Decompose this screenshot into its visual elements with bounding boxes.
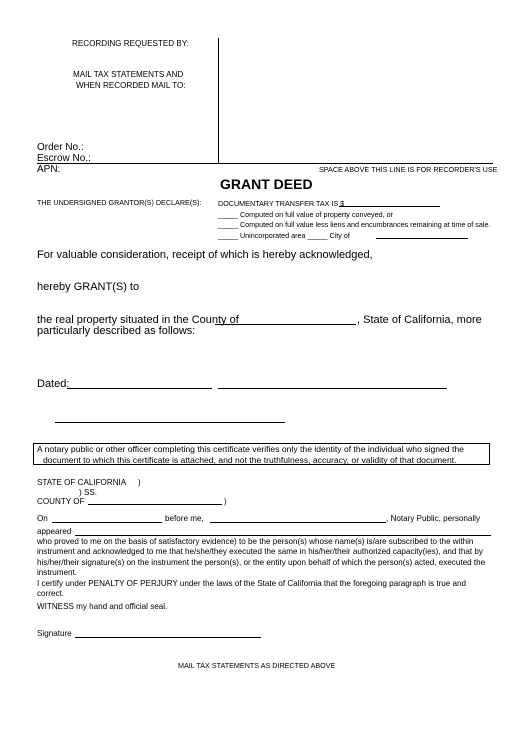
perjury-paragraph: I certify under PENALTY OF PERJURY under the laws of the State of California that the foregoing paragraph is true and correct. [37, 579, 467, 599]
notary-notice-box [33, 443, 490, 465]
dated-label: Dated: [37, 378, 70, 390]
notary-signature-line[interactable] [75, 637, 261, 638]
notary-notice-line2: document to which this certificate is attached, and not the truthfulness, accuracy, or validity of that document. [43, 454, 457, 465]
transfer-tax-option-less-liens: _____ Computed on full value less liens and encumbrances remaining at time of sale. [218, 220, 491, 229]
signature-label: Signature [37, 629, 72, 638]
transfer-tax-label: DOCUMENTARY TRANSFER TAX IS $ [218, 199, 345, 208]
mail-tax-label-line1: MAIL TAX STATEMENTS AND [73, 70, 184, 79]
recorder-use-note: SPACE ABOVE THIS LINE IS FOR RECORDER'S USE [319, 165, 498, 174]
state-paren: ) [138, 478, 141, 487]
appeared-line[interactable] [75, 535, 491, 536]
order-no-label: Order No.: [37, 142, 84, 153]
grantor-declare-label: THE UNDERSIGNED GRANTOR(S) DECLARE(S): [37, 198, 202, 207]
mail-tax-label-line2: WHEN RECORDED MAIL TO: [76, 81, 186, 90]
notary-name-line[interactable] [210, 522, 386, 523]
recording-requested-by-label: RECORDING REQUESTED BY: [72, 39, 189, 48]
on-label: On [37, 514, 48, 523]
notary-county-line[interactable] [88, 504, 222, 505]
grantor-signature-line-1[interactable] [218, 388, 447, 389]
notary-public-label: , Notary Public, personally [386, 514, 481, 523]
notary-date-line[interactable] [52, 522, 162, 523]
apn-label: APN: [37, 164, 61, 175]
escrow-no-label: Escrow No.: [37, 153, 91, 164]
transfer-tax-option-full-value: _____ Computed on full value of property conveyed, or [218, 210, 394, 219]
county-paren: ) [224, 497, 227, 506]
property-description-text: particularly described as follows: [37, 325, 196, 337]
county-line[interactable] [215, 324, 356, 325]
appeared-label: appeared [37, 527, 72, 536]
county-of-label: COUNTY OF [37, 497, 85, 506]
before-me-label: before me, [165, 514, 204, 523]
recorder-line [37, 163, 493, 164]
consideration-text: For valuable consideration, receipt of which is hereby acknowledged, [37, 249, 373, 261]
transfer-tax-amount-line[interactable] [339, 206, 440, 207]
grantor-signature-line-2[interactable] [55, 422, 285, 423]
property-county-post: , State of California, more [357, 314, 482, 326]
ss-label: ) SS. [79, 488, 97, 497]
proved-paragraph: who proved to me on the basis of satisfactory evidence) to be the person(s) whose name(s) is/are subscribed to the within instrument and acknowledged to me that he/she/they executed the same in his/her/their authorized capacity(ies), and that by his/her/their signature(s) on the instrument the person(s), or the entity upon behalf of which the person(s) acted, executed the instrument. [37, 537, 486, 578]
transfer-tax-option-area: _____ Unincorporated area _____ City of [218, 231, 350, 240]
witness-text: WITNESS my hand and official seal. [37, 602, 168, 611]
state-of-california-label: STATE OF CALIFORNIA [37, 478, 127, 487]
city-of-line[interactable] [376, 238, 468, 239]
header-divider-vertical [218, 38, 219, 163]
grant-text: hereby GRANT(S) to [37, 281, 140, 293]
footer-mail-tax: MAIL TAX STATEMENTS AS DIRECTED ABOVE [178, 661, 336, 670]
document-title: GRANT DEED [220, 176, 313, 192]
notary-notice-line1: A notary public or other officer completing this certificate verifies only the identity of the individual who signed the [37, 444, 464, 454]
dated-line[interactable] [67, 388, 212, 389]
property-county-pre: the real property situated in the County of [37, 314, 239, 326]
